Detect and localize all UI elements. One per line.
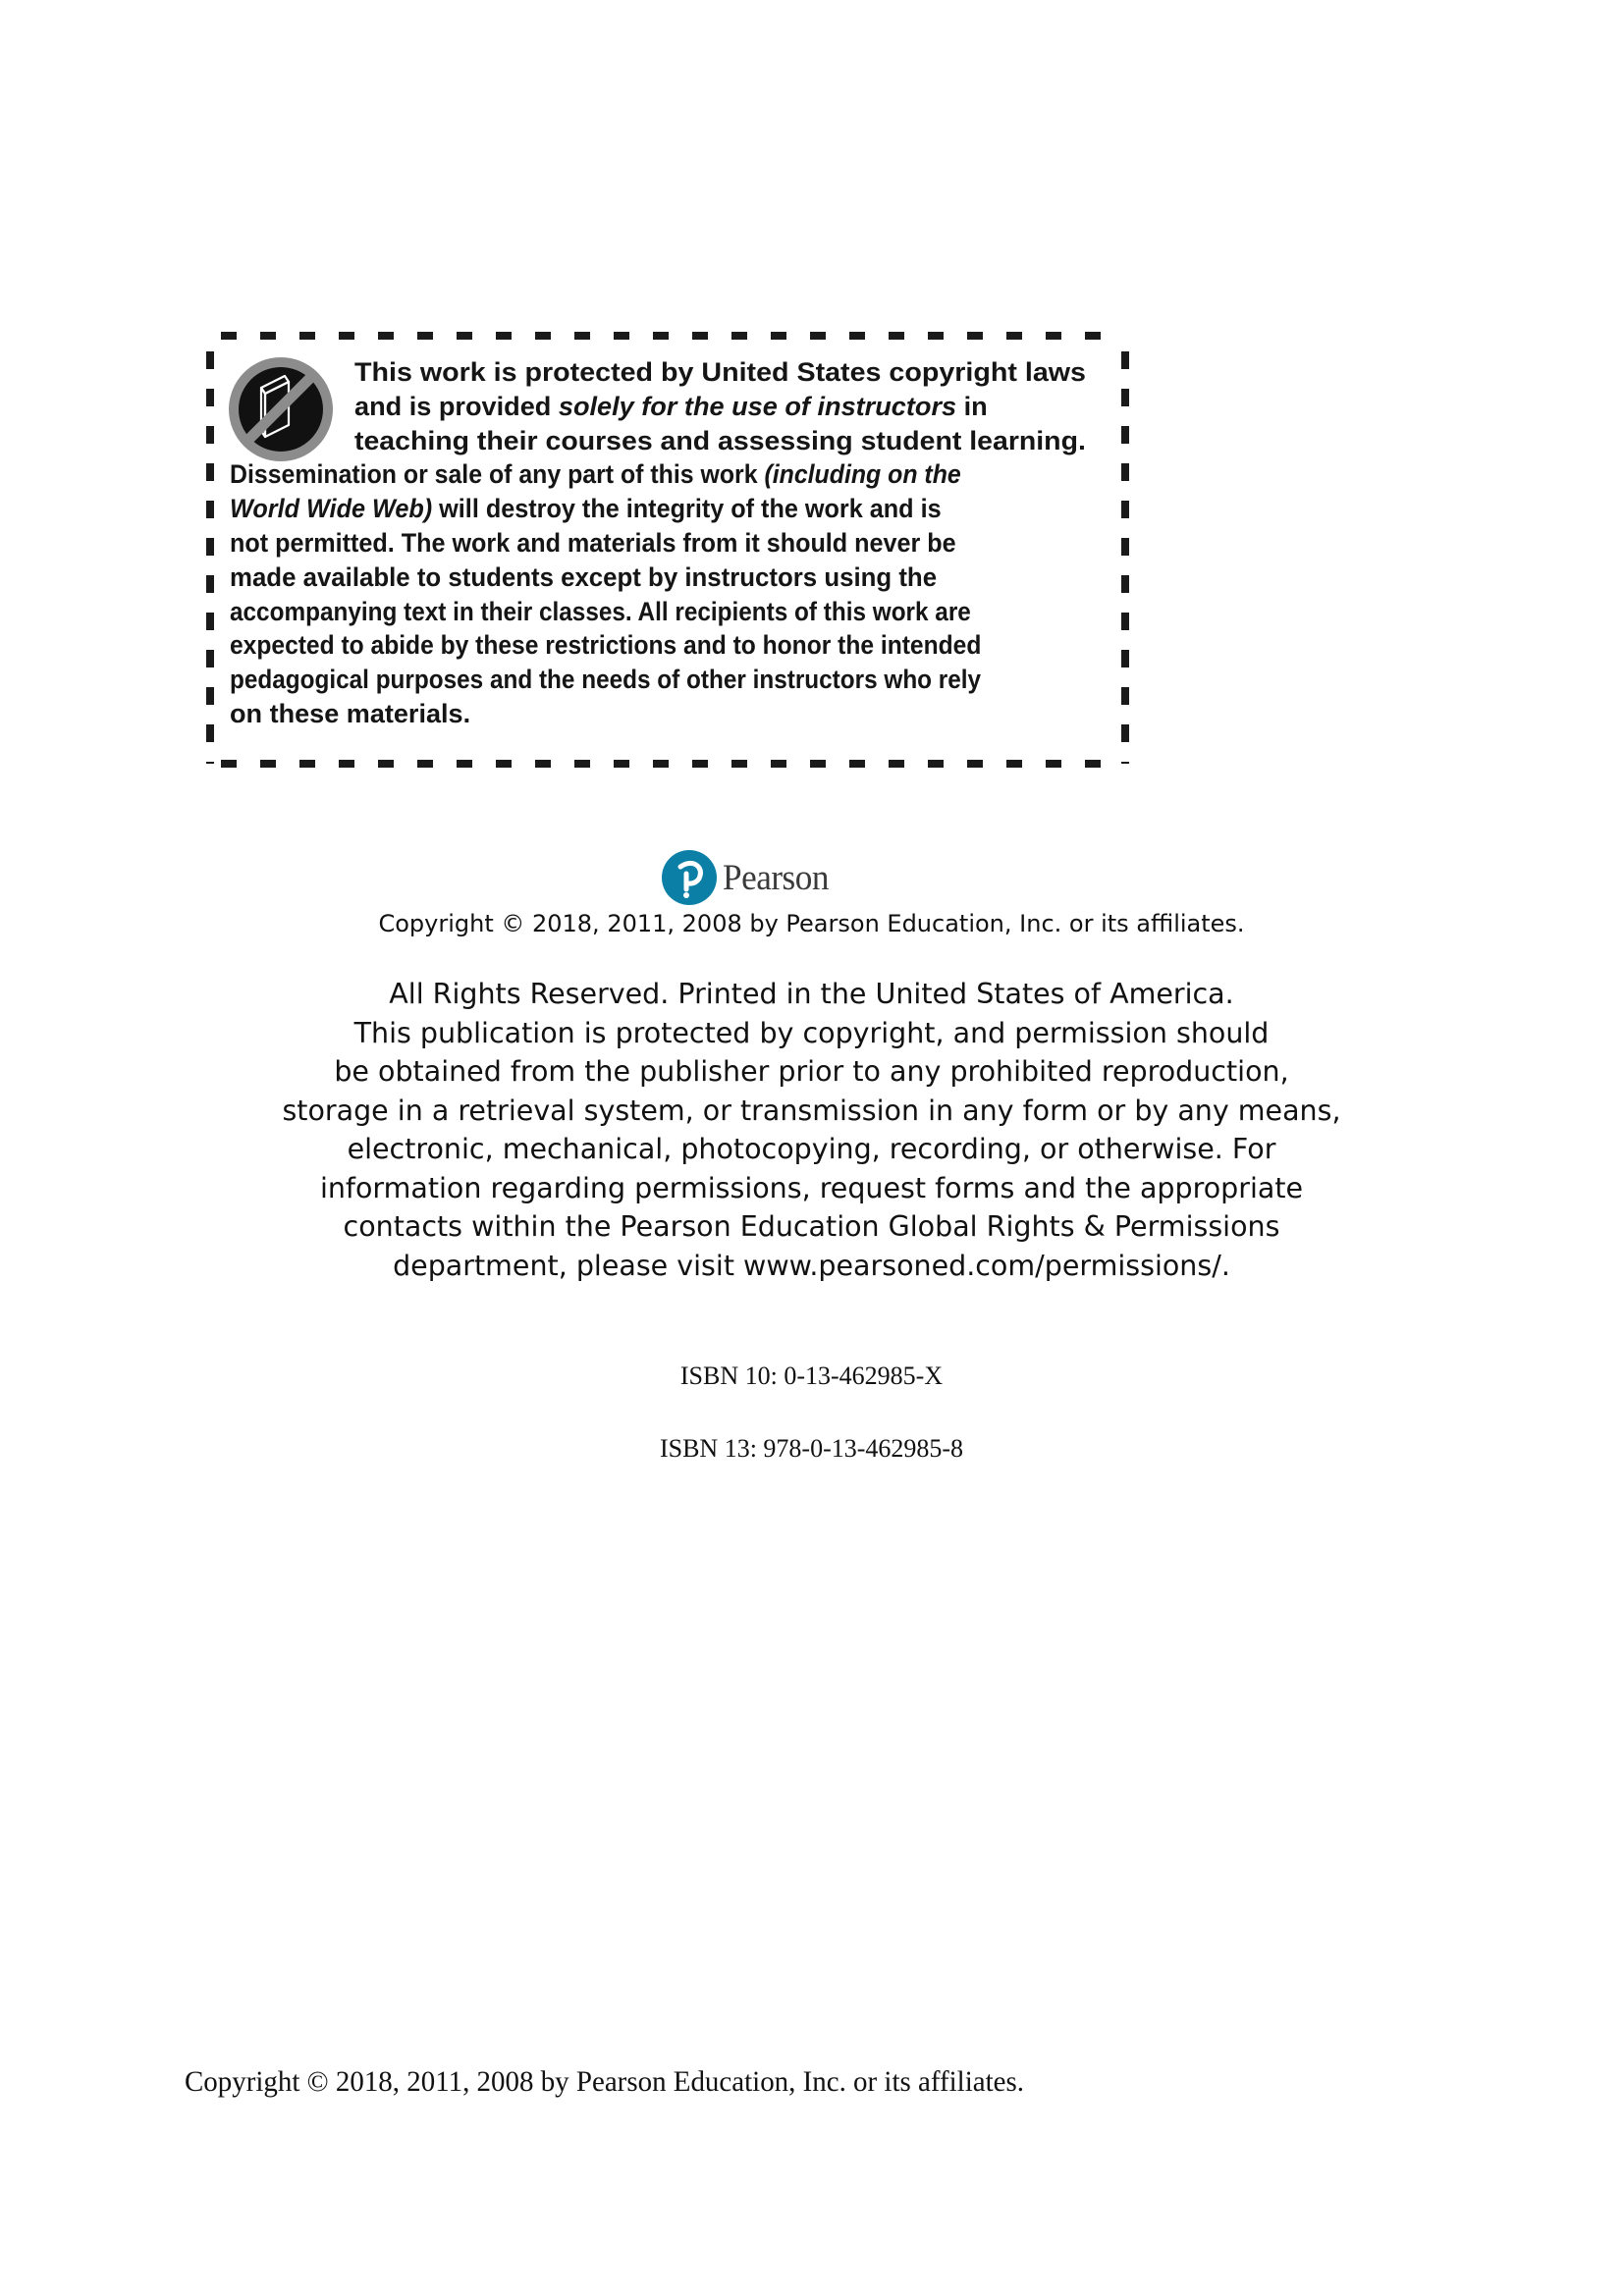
isbn-10: ISBN 10: 0-13-462985-X [679, 1362, 944, 1390]
notice-line [354, 392, 988, 421]
notice-text-run: Dissemination or sale of any part of this work [230, 459, 765, 490]
notice-text-run: on these materials. [230, 699, 471, 728]
notice-line [230, 528, 956, 558]
notice-text-run: will destroy the integrity of the work and is [432, 494, 942, 524]
notice-text-run: and is provided [354, 391, 559, 421]
copyright-line: Copyright © 2018, 2011, 2008 by Pearson Education, Inc. or its affiliates. [378, 910, 1245, 937]
rights-line: be obtained from the publisher prior to any prohibited reproduction, [334, 1055, 1289, 1088]
pearson-logo [662, 850, 835, 905]
notice-line [230, 699, 470, 728]
notice-text-run: in [956, 391, 988, 421]
notice-line [354, 357, 1086, 387]
dashed-border-top [221, 332, 1114, 340]
pearson-wordmark: Pearson [723, 857, 829, 898]
notice-line [230, 459, 961, 489]
rights-line: All Rights Reserved. Printed in the United States of America. [389, 978, 1234, 1010]
notice-text-run: not permitted. The work and materials from it should never be [230, 528, 956, 558]
rights-line: This publication is protected by copyright, and permission should [353, 1016, 1270, 1049]
notice-line [230, 665, 981, 694]
pearson-logo-icon [662, 850, 717, 905]
notice-line [230, 562, 937, 592]
notice-italic-text: solely for the use of instructors [558, 391, 957, 421]
notice-text-run: made available to students except by instructors using the [230, 561, 938, 592]
rights-line: electronic, mechanical, photocopying, recording, or otherwise. For [347, 1133, 1276, 1165]
notice-line [230, 597, 971, 626]
rights-line: information regarding permissions, request forms and the appropriate [319, 1171, 1304, 1204]
rights-line: contacts within the Pearson Education Global Rights & Permissions [343, 1210, 1280, 1243]
isbn-13: ISBN 13: 978-0-13-462985-8 [659, 1434, 964, 1463]
notice-text-run: accompanying text in their classes. All recipients of this work are [230, 596, 971, 626]
copyright-notice-box [206, 332, 1131, 770]
dashed-border-bottom [221, 760, 1114, 768]
rights-line: storage in a retrieval system, or transmission in any form or by any means, [282, 1094, 1341, 1127]
dashed-border-right [1121, 351, 1129, 764]
notice-text-run: teaching their courses and assessing student learning. [354, 425, 1086, 455]
notice-italic-text: (including on the [764, 459, 961, 490]
notice-text-run: pedagogical purposes and the needs of other instructors who rely [230, 665, 982, 695]
notice-text-run: This work is protected by United States copyright laws [354, 357, 1086, 387]
dashed-border-left [206, 351, 214, 764]
notice-line [230, 494, 942, 523]
no-photocopy-book-icon [228, 356, 334, 462]
footer-copyright: Copyright © 2018, 2011, 2008 by Pearson Education, Inc. or its affiliates. [185, 2065, 1024, 2098]
notice-text-run: expected to abide by these restrictions and to honor the intended [230, 630, 982, 661]
rights-statement [0, 975, 1623, 1285]
notice-line [230, 630, 981, 660]
notice-line [354, 426, 1086, 455]
notice-italic-text: World Wide Web) [230, 494, 433, 524]
rights-line: department, please visit www.pearsoned.com/permissions/. [393, 1249, 1230, 1282]
